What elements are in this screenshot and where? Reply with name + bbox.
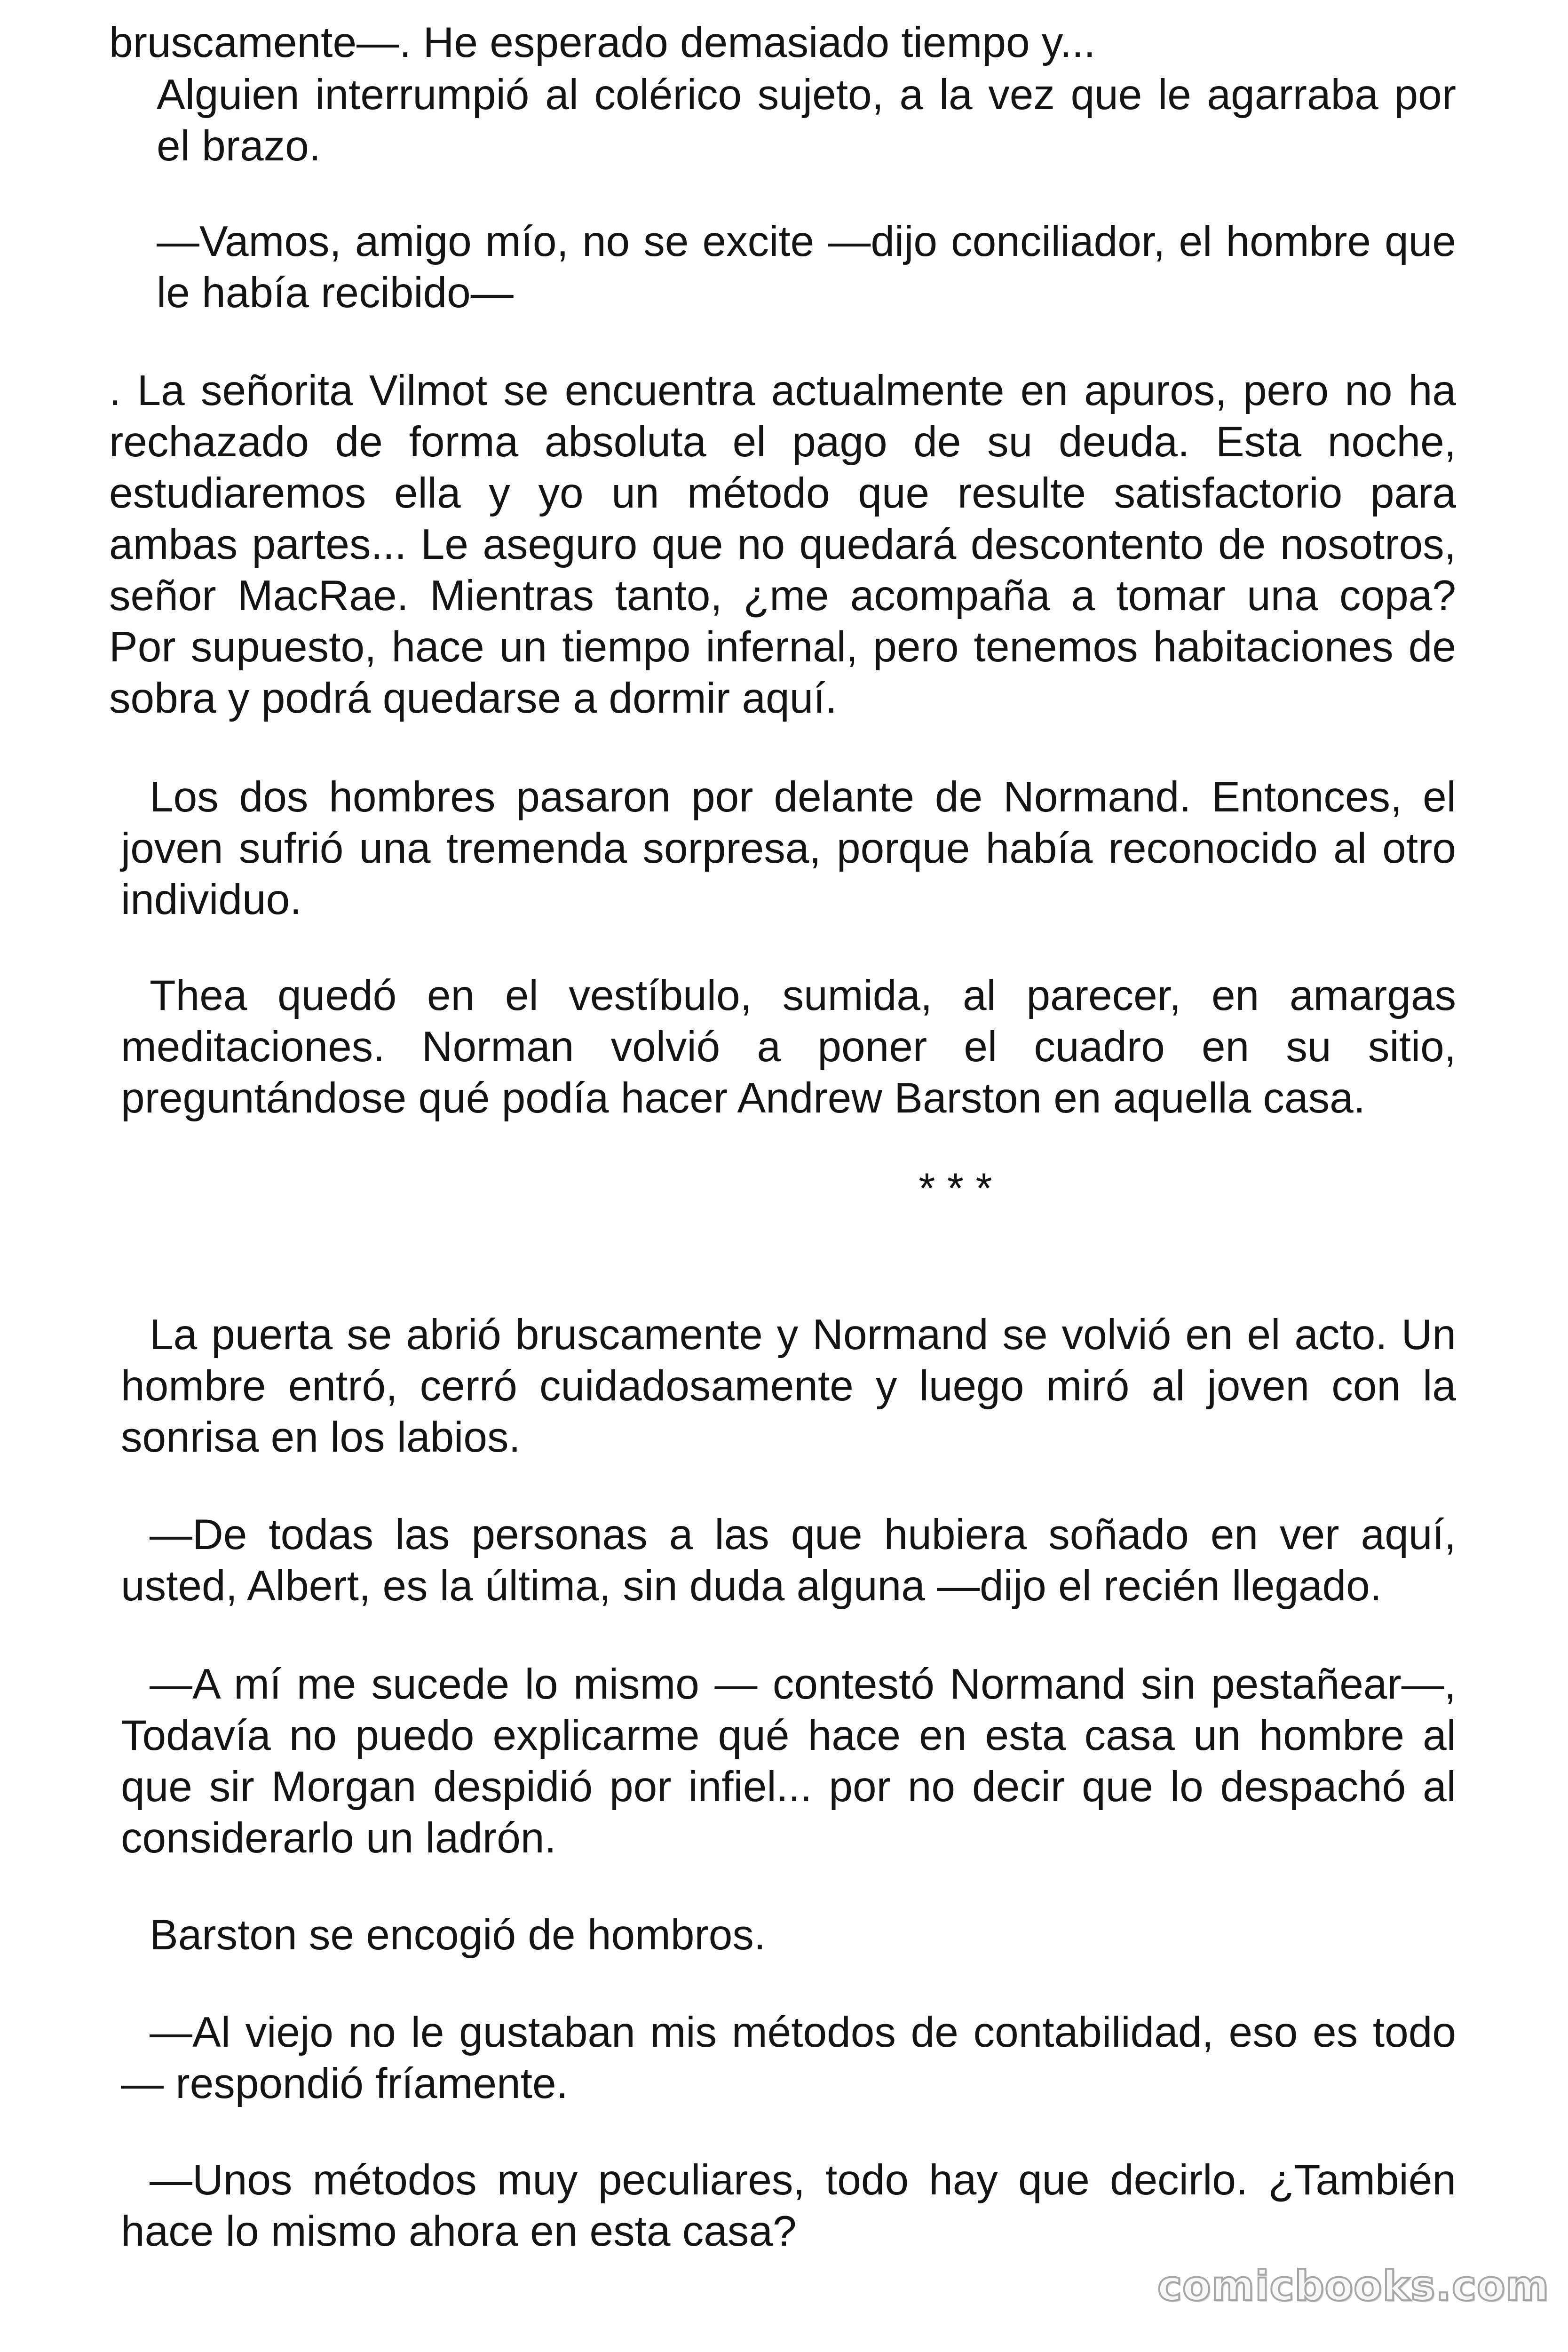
text-line: considerarlo un ladrón. bbox=[121, 1814, 556, 1862]
text-line: Por supuesto, hace un tiempo infernal, pero tenemos habitaciones de bbox=[109, 623, 1456, 671]
text-line: Alguien interrumpió al colérico sujeto, a la vez que le agarraba por bbox=[157, 71, 1456, 119]
text-line: meditaciones. Norman volvió a poner el cuadro en su sitio, bbox=[121, 1023, 1456, 1071]
paragraph bbox=[121, 771, 1456, 925]
text-line: —Unos métodos muy peculiares, todo hay que decirlo. ¿También bbox=[150, 2156, 1456, 2204]
text-line: rechazado de forma absoluta el pago de su deuda. Esta noche, bbox=[109, 418, 1456, 466]
text-line: estudiaremos ella y yo un método que resulte satisfactorio para bbox=[109, 469, 1456, 517]
paragraph bbox=[121, 1659, 1456, 1864]
paragraph bbox=[121, 2007, 1456, 2109]
text-line: Los dos hombres pasaron por delante de Normand. Entonces, el bbox=[150, 773, 1456, 821]
paragraph bbox=[157, 69, 1456, 172]
text-line: —Vamos, amigo mío, no se excite —dijo conciliador, el hombre que bbox=[157, 218, 1456, 265]
text-line: —De todas las personas a las que hubiera soñado en ver aquí, bbox=[150, 1511, 1456, 1558]
text-line: Thea quedó en el vestíbulo, sumida, al parecer, en amargas bbox=[150, 972, 1456, 1019]
paragraph bbox=[109, 365, 1456, 724]
text-line: que sir Morgan despidió por infiel... por no decir que lo despachó al bbox=[121, 1763, 1456, 1811]
text-line: sobra y podrá quedarse a dormir aquí. bbox=[109, 675, 837, 722]
text-line: joven sufrió una tremenda sorpresa, porque había reconocido al otro bbox=[121, 825, 1456, 872]
scene-break: * * * bbox=[919, 1165, 992, 1212]
text-line: individuo. bbox=[121, 876, 302, 923]
text-line: hombre entró, cerró cuidadosamente y luego miró al joven con la bbox=[121, 1362, 1456, 1410]
paragraph bbox=[157, 216, 1456, 318]
text-line: hace lo mismo ahora en esta casa? bbox=[121, 2208, 797, 2255]
text-line: . La señorita Vilmot se encuentra actualmente en apuros, pero no ha bbox=[109, 367, 1456, 414]
text-line: el brazo. bbox=[157, 122, 321, 170]
paragraph bbox=[121, 2154, 1456, 2257]
paragraph bbox=[109, 17, 1456, 68]
text-line: bruscamente—. He esperado demasiado tiempo y... bbox=[109, 19, 1096, 66]
text-line: La puerta se abrió bruscamente y Normand se volvió en el acto. Un bbox=[150, 1311, 1456, 1359]
text-line: ambas partes... Le aseguro que no quedará descontento de nosotros, bbox=[109, 521, 1456, 568]
text-line: le había recibido— bbox=[157, 269, 514, 317]
paragraph bbox=[121, 1309, 1456, 1463]
text-line: usted, Albert, es la última, sin duda alguna —dijo el recién llegado. bbox=[121, 1562, 1382, 1610]
text-line: Barston se encogió de hombros. bbox=[150, 1911, 766, 1959]
paragraph bbox=[121, 1509, 1456, 1612]
text-line: señor MacRae. Mientras tanto, ¿me acompaña a tomar una copa? bbox=[109, 572, 1456, 620]
text-line: preguntándose qué podía hacer Andrew Barston en aquella casa. bbox=[121, 1074, 1365, 1122]
text-line: —A mí me sucede lo mismo — contestó Normand sin pestañear—, bbox=[150, 1661, 1456, 1708]
text-line: —Al viejo no le gustaban mis métodos de contabilidad, eso es todo bbox=[150, 2009, 1456, 2056]
paragraph bbox=[121, 1909, 1456, 1961]
watermark: comicbooks.com bbox=[1157, 2262, 1550, 2310]
text-line: sonrisa en los labios. bbox=[121, 1414, 521, 1461]
text-line: — respondió fríamente. bbox=[121, 2060, 568, 2107]
paragraph bbox=[121, 970, 1456, 1124]
text-line: Todavía no puedo explicarme qué hace en esta casa un hombre al bbox=[121, 1712, 1456, 1759]
